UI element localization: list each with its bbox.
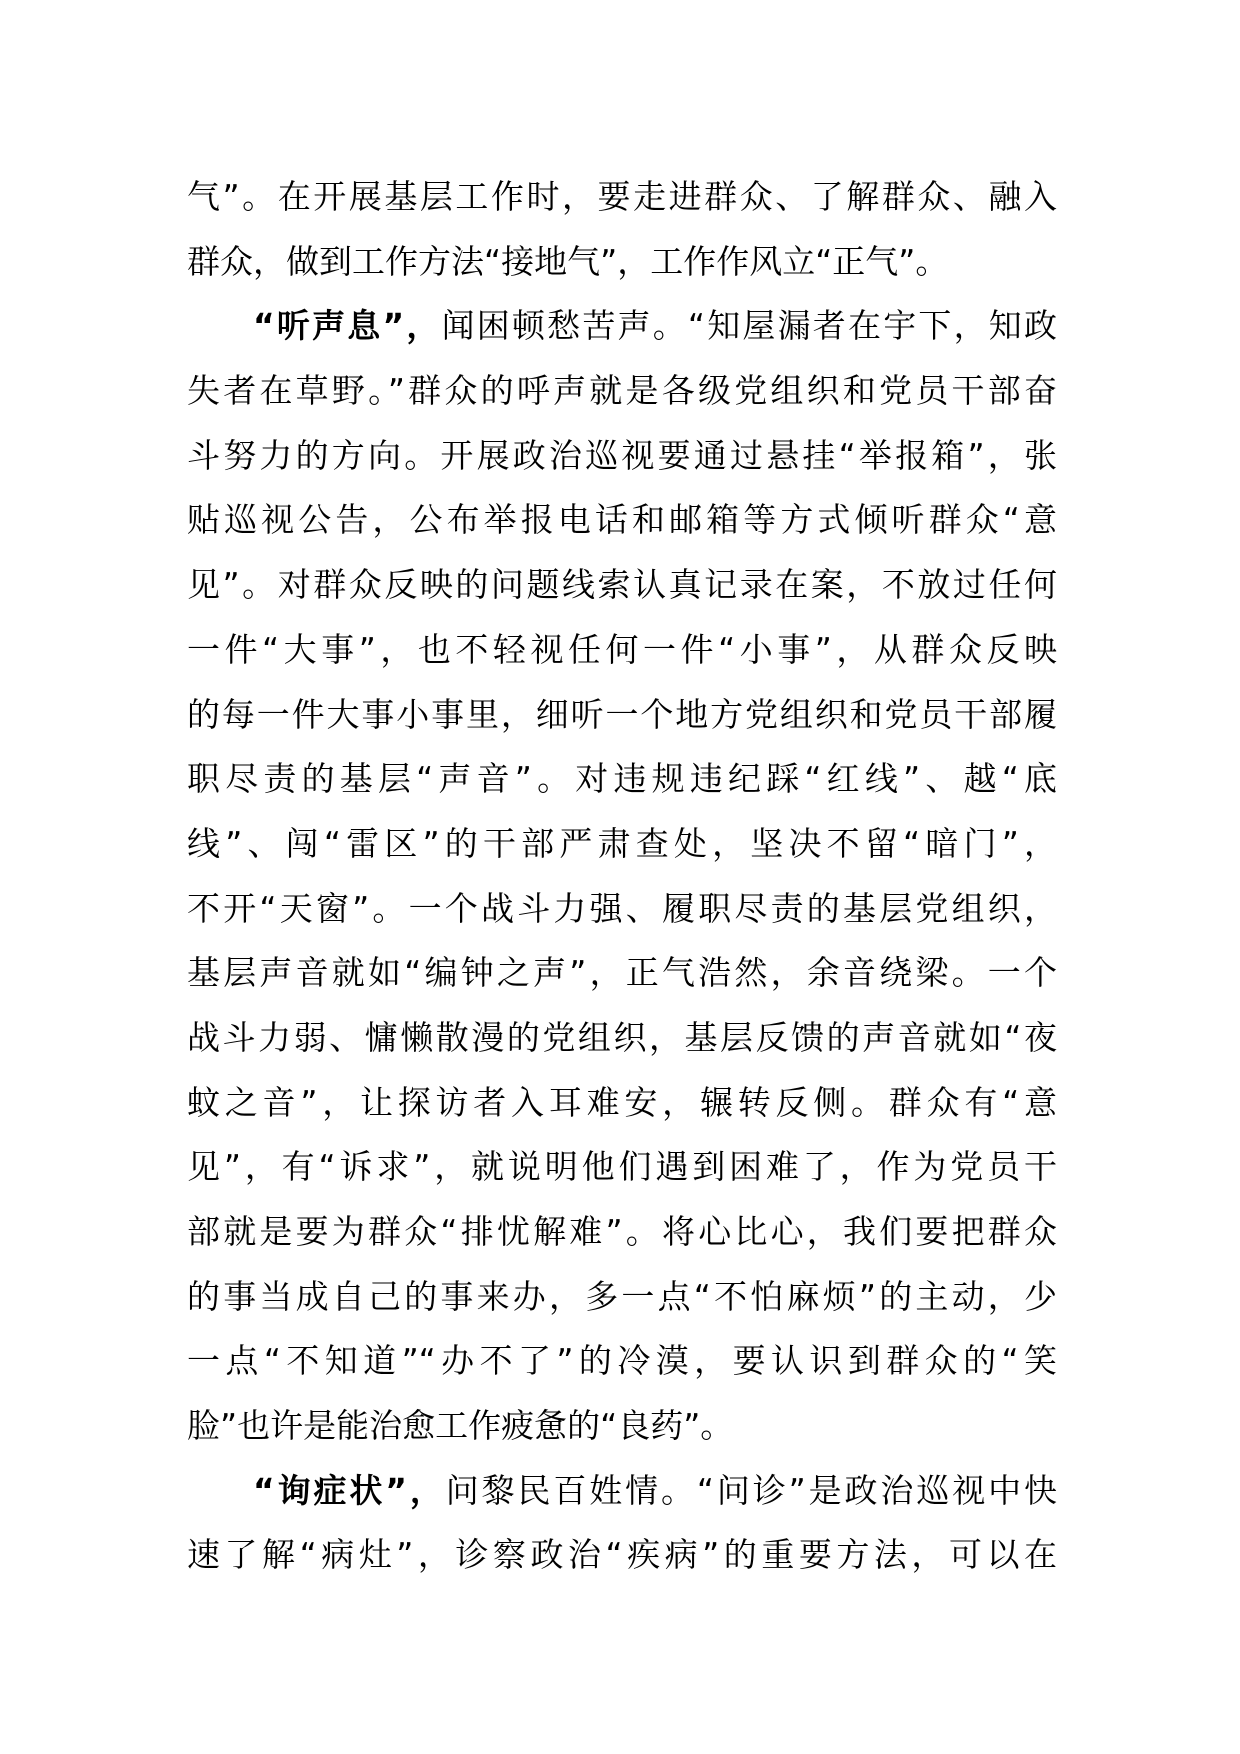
text-line: 线”、闯“雷区”的干部严肃查处，坚决不留“暗门”，: [187, 823, 1057, 863]
text-line: 贴巡视公告，公布举报电话和邮箱等方式倾听群众“意: [187, 500, 1057, 540]
section-lead: “听声息”，: [253, 306, 442, 346]
text-line: 不开“天窗”。一个战斗力强、履职尽责的基层党组织，: [187, 888, 1057, 928]
text-line: 见”，有“诉求”，就说明他们遇到困难了，作为党员干: [187, 1147, 1057, 1187]
text-line: 速了解“病灶”，诊察政治“疾病”的重要方法，可以在: [187, 1535, 1057, 1575]
text-line: 职尽责的基层“声音”。对违规违纪踩“红线”、越“底: [187, 759, 1057, 799]
text-line: 闻困顿愁苦声。“知屋漏者在宇下，知政: [441, 306, 1057, 346]
paragraph-first-line: [187, 294, 1057, 359]
text-line: 斗努力的方向。开展政治巡视要通过悬挂“举报箱”，张: [187, 435, 1057, 475]
text-line: 部就是要为群众“排忧解难”。将心比心，我们要把群众: [187, 1212, 1057, 1251]
text-line: 气”。在开展基层工作时，要走进群众、了解群众、融入: [187, 177, 1057, 216]
text-line: 一点“不知道”“办不了”的冷漠，要认识到群众的“笑: [187, 1341, 1057, 1381]
text-line: 蚊之音”，让探访者入耳难安，辗转反侧。群众有“意: [187, 1082, 1057, 1122]
text-line: 问黎民百姓情。“问诊”是政治巡视中快: [445, 1470, 1057, 1510]
text-line: 失者在草野。”群众的呼声就是各级党组织和党员干部奋: [187, 371, 1057, 411]
text-line: 群众，做到工作方法“接地气”，工作作风立“正气”。: [187, 241, 949, 281]
text-line: 脸”也许是能治愈工作疲惫的“良药”。: [187, 1406, 734, 1446]
text-line: 见”。对群众反映的问题线索认真记录在案，不放过任何: [187, 565, 1057, 605]
text-line: 一件“大事”，也不轻视任何一件“小事”，从群众反映: [187, 629, 1057, 669]
text-line: 基层声音就如“编钟之声”，正气浩然，余音绕梁。一个: [187, 953, 1057, 993]
paragraph-first-line: [187, 1459, 1057, 1524]
text-line: 战斗力弱、慵懒散漫的党组织，基层反馈的声音就如“夜: [187, 1017, 1057, 1057]
section-lead: “询症状”，: [253, 1470, 446, 1510]
body-text: [187, 165, 1057, 1588]
text-line: 的每一件大事小事里，细听一个地方党组织和党员干部履: [187, 694, 1057, 734]
text-line: 的事当成自己的事来办，多一点“不怕麻烦”的主动，少: [187, 1276, 1057, 1316]
